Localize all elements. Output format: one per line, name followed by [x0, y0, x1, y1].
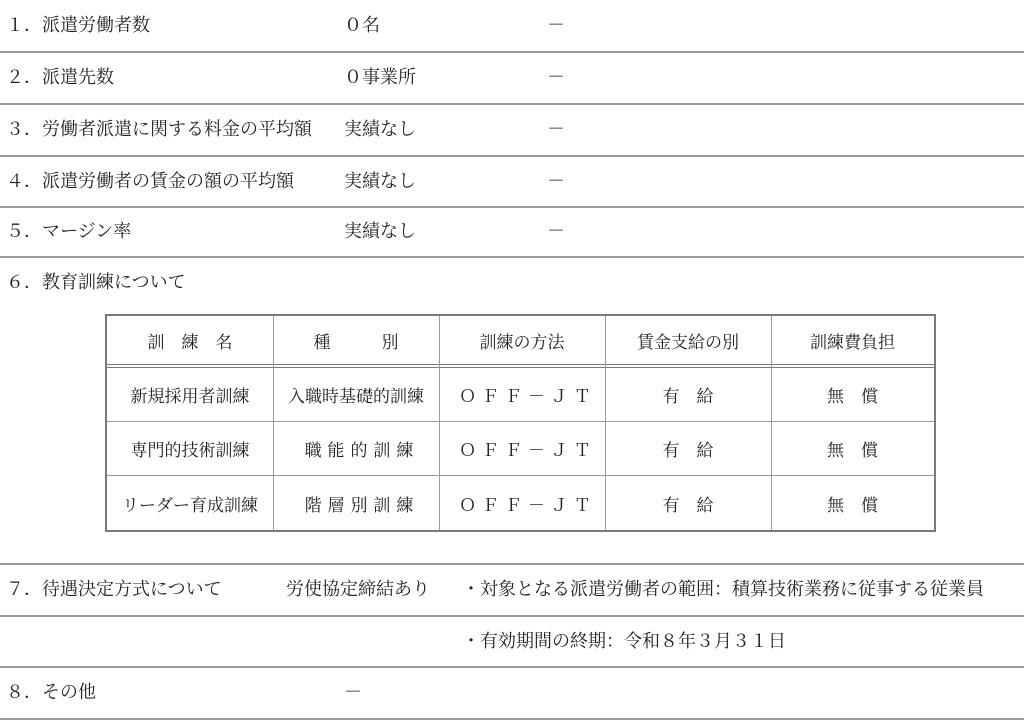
training-heading: ６．教育訓練について: [6, 272, 186, 293]
treatment-validity: ・有効期間の終期：令和８年３月３１日: [462, 630, 786, 652]
header-cell-type: 種 別: [313, 332, 399, 353]
other-row: [0, 668, 1024, 720]
item-value: 実績なし: [344, 170, 416, 192]
column-divider: [439, 316, 440, 530]
item-label: １．派遣労働者数: [6, 14, 150, 36]
other-label: ８．その他: [6, 682, 96, 703]
header-cell-method: 訓練の方法: [479, 332, 565, 353]
other-value: －: [344, 682, 362, 703]
training-table-header: [107, 316, 934, 368]
training-name: 新規採用者訓練: [130, 387, 250, 407]
training-method: ＯＦＦ－ＪＴ: [459, 495, 597, 516]
column-divider: [771, 316, 772, 530]
training-cost: 無 償: [827, 387, 878, 407]
item-note: －: [547, 14, 565, 36]
training-method: ＯＦＦ－ＪＴ: [459, 441, 597, 461]
training-cost: 無 償: [827, 441, 878, 461]
training-type: 入職時基礎的訓練: [288, 387, 424, 407]
item-value: 実績なし: [344, 221, 416, 242]
header-cell-cost: 訓練費負担: [810, 332, 895, 353]
item-row-average-wage: [0, 157, 1024, 208]
table-row: [107, 422, 934, 476]
treatment-scope: ・対象となる派遣労働者の範囲：積算技術業務に従事する従業員: [462, 579, 984, 600]
training-name: リーダー育成訓練: [122, 495, 258, 516]
item-note: －: [547, 119, 565, 140]
training-type: 階層別訓練: [304, 495, 420, 516]
training-table: [105, 314, 936, 532]
item-label: ４．派遣労働者の賃金の額の平均額: [6, 170, 294, 192]
table-row: [107, 476, 934, 530]
item-row-margin-rate: [0, 208, 1024, 258]
item-label: ３．労働者派遣に関する料金の平均額: [6, 119, 312, 140]
treatment-row-validity: [0, 617, 1024, 668]
item-note: －: [547, 221, 565, 242]
treatment-row: [0, 565, 1024, 617]
item-row-average-fee: [0, 105, 1024, 157]
header-cell-name: 訓 練 名: [147, 332, 233, 353]
training-wage: 有 給: [662, 495, 714, 516]
table-row: [107, 368, 934, 422]
training-method: ＯＦＦ－ＪＴ: [459, 387, 597, 407]
item-note: －: [547, 67, 565, 88]
item-value: 実績なし: [344, 119, 416, 140]
item-row-workers: [0, 0, 1024, 53]
training-wage: 有 給: [662, 387, 714, 407]
column-divider: [273, 316, 274, 530]
column-divider: [605, 316, 606, 530]
training-cost: 無 償: [827, 495, 878, 516]
item-value: ０名: [344, 14, 380, 36]
treatment-label: ７．待遇決定方式について: [6, 579, 222, 600]
item-label: ５．マージン率: [6, 221, 132, 242]
treatment-value: 労使協定締結あり: [286, 579, 430, 600]
training-type: 職能的訓練: [304, 441, 420, 461]
item-note: －: [547, 170, 565, 192]
item-row-clients: [0, 53, 1024, 105]
training-wage: 有 給: [662, 441, 714, 461]
item-label: ２．派遣先数: [6, 67, 114, 88]
header-cell-wage: 賃金支給の別: [637, 332, 739, 353]
training-name: 専門的技術訓練: [130, 441, 250, 461]
item-value: ０事業所: [344, 67, 416, 88]
